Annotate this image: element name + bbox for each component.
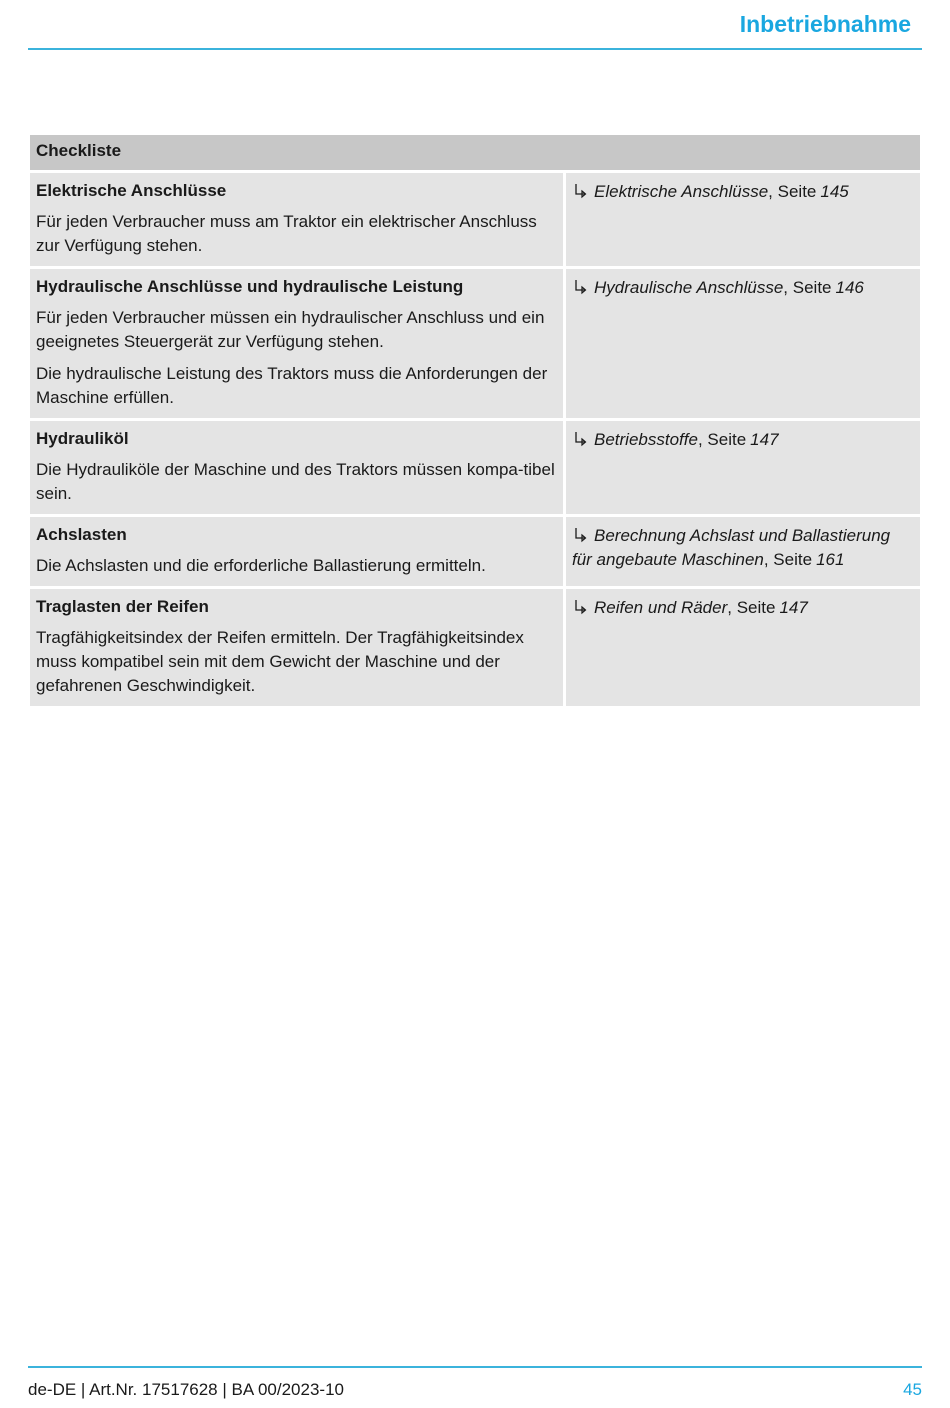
item-text: Tragfähigkeitsindex der Reifen ermitteln. Der Tragfähigkeitsindex muss kompatibel sein mit dem Gewicht der Maschine und der gefahrenen Geschwindigkeit. <box>36 628 524 695</box>
checklist-row-axle-loads <box>30 517 920 586</box>
cross-reference[interactable] <box>566 421 920 514</box>
arrow-reference-icon <box>572 527 590 543</box>
item-text: Für jeden Verbraucher muss am Traktor ein elektrischer Anschluss zur Verfügung stehen. <box>36 212 537 255</box>
item-text: Für jeden Verbraucher müssen ein hydraulischer Anschluss und ein geeignetes Steuergerät zur Verfügung stehen. <box>36 308 545 351</box>
checklist-row-hydraulic-oil <box>30 421 920 514</box>
checklist-item <box>30 517 563 586</box>
reference-separator: , Seite <box>763 550 813 569</box>
arrow-reference-icon <box>572 599 590 615</box>
cross-reference[interactable] <box>566 589 920 706</box>
reference-separator: , Seite <box>768 182 817 201</box>
reference-page[interactable]: 147 <box>750 430 779 449</box>
checklist-item <box>30 269 563 418</box>
item-text: Die hydraulische Leistung des Traktors muss die Anforderungen der Maschine erfüllen. <box>36 364 548 407</box>
item-title: Elektrische Anschlüsse <box>36 181 227 200</box>
header-rule <box>28 48 922 50</box>
item-title: Hydraulische Anschlüsse und hydraulische Leistung <box>36 277 464 296</box>
item-title: Achslasten <box>36 525 127 544</box>
cross-reference[interactable] <box>566 269 920 418</box>
reference-link[interactable]: Hydraulische Anschlüsse <box>594 278 784 297</box>
arrow-reference-icon <box>572 183 590 199</box>
item-text: Die Achslasten und die erforderliche Ballastierung ermitteln. <box>36 556 486 575</box>
item-text: Die Hydrauliköle der Maschine und des Traktors müssen kompa-tibel sein. <box>36 460 555 503</box>
checklist-item <box>30 421 563 514</box>
reference-link[interactable]: Elektrische Anschlüsse <box>594 182 769 201</box>
checklist-table <box>30 135 920 709</box>
reference-link[interactable]: Berechnung Achslast und Ballastierung für angebaute Maschinen <box>572 526 891 569</box>
reference-page[interactable]: 161 <box>816 550 845 569</box>
item-title: Hydrauliköl <box>36 429 129 448</box>
checklist-heading: Checkliste <box>30 135 920 170</box>
reference-link[interactable]: Betriebsstoffe <box>594 430 698 449</box>
checklist-row-tire-loads <box>30 589 920 706</box>
item-title: Traglasten der Reifen <box>36 597 209 616</box>
reference-separator: , Seite <box>697 430 747 449</box>
page-header-title: Inbetriebnahme <box>739 11 911 37</box>
checklist-row-electrical <box>30 173 920 266</box>
checklist-row-hydraulic <box>30 269 920 418</box>
footer-doc-info: de-DE | Art.Nr. 17517628 | BA 00/2023-10 <box>28 1380 344 1399</box>
checklist-item <box>30 589 563 706</box>
cross-reference[interactable] <box>566 173 920 266</box>
reference-separator: , Seite <box>783 278 832 297</box>
reference-link[interactable]: Reifen und Räder <box>594 598 728 617</box>
cross-reference[interactable] <box>566 517 920 586</box>
reference-page[interactable]: 147 <box>779 598 808 617</box>
arrow-reference-icon <box>572 279 590 295</box>
reference-separator: , Seite <box>727 598 776 617</box>
checklist-item <box>30 173 563 266</box>
reference-page[interactable]: 146 <box>835 278 864 297</box>
reference-page[interactable]: 145 <box>820 182 849 201</box>
footer-rule <box>28 1366 922 1368</box>
arrow-reference-icon <box>572 431 590 447</box>
page-number: 45 <box>903 1380 922 1399</box>
